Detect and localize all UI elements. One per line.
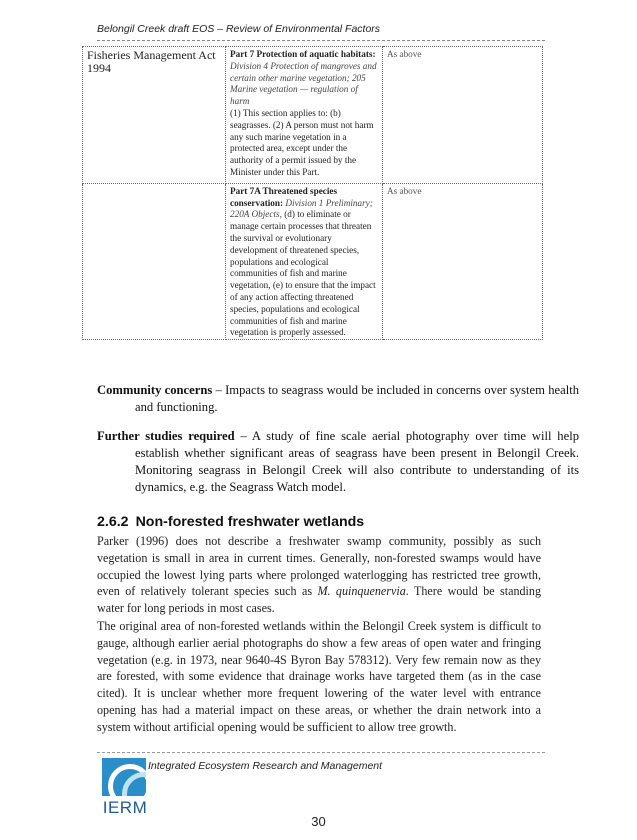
act-cell [83, 183, 226, 339]
provision-reference: Division 4 Protection of mangroves and certain other marine vegetation; 205 Marine vegetation — regulation of harm [230, 60, 377, 107]
page-header-title: Belongil Creek draft EOS – Review of Environmental Factors [97, 23, 381, 35]
para1-text-start: Parker (1996) does not describe a freshwater swamp community, possibly as such vegetation is small in area in current times. Generally, non-forested swamps would have occupied the lowest lying parts where prolonged waterlogging has restricted tree growth, even of relatively tolerant species such as [97, 534, 541, 599]
provision-heading: Part 7A Threatened species conservation: [230, 185, 338, 208]
act-cell: Fisheries Management Act 1994 [83, 47, 226, 184]
section-title: Non-forested freshwater wetlands [135, 514, 365, 530]
provision-text: (d) to eliminate or manage certain processes that threaten the survival or evolutionary development of threatened species, populations and ecological communities of fish and marine vegetation, (e) to ensure that the impact of any action affecting threatened species, populations and ecological communities of fish and marine vegetation is properly assessed. [230, 209, 376, 338]
footer-divider [97, 752, 545, 753]
para1-text-end: . There would be standing water for long periods in most cases. [97, 584, 542, 616]
legislation-table [82, 46, 543, 340]
provision-heading: Part 7 Protection of aquatic habitats: [230, 49, 376, 59]
page-number: 30 [311, 814, 326, 829]
header-divider [97, 40, 545, 41]
logo-text: IERM [102, 798, 148, 817]
species-name: M. quinquenervia [317, 584, 406, 599]
table-row [83, 47, 543, 184]
section-number: 2.6.2 [97, 514, 129, 530]
comment-cell: As above [383, 183, 543, 339]
section-heading [97, 514, 364, 530]
community-concerns-label: Community concerns [97, 383, 213, 397]
further-studies-text: – A study of fine scale aerial photography over time will help establish whether significant areas of seagrass have been present in Belongil Creek. Monitoring seagrass in Belongil Creek will also contribute to understanding of its dynamics, e.g. the Seagrass Watch model. [135, 429, 579, 494]
community-concerns-paragraph [97, 382, 579, 416]
body-paragraph-1 [97, 533, 541, 617]
provision-reference: Division 1 Preliminary; 220A Objects, [230, 197, 373, 220]
community-concerns-text: – Impacts to seagrass would be included in concerns over system health and functioning. [135, 383, 579, 414]
table-row [83, 183, 543, 339]
provision-cell [226, 47, 383, 184]
further-studies-paragraph [97, 428, 579, 496]
body-paragraph-2: The original area of non-forested wetlands within the Belongil Creek system is difficult to gauge, although earlier aerial photographs do show a few areas of open water and fringing vegetation (e.g. in 1973, near 9640-4S Byron Bay 578312). Very few remain now as they are forested, with some evidence that drainage works have targeted them (as in the case cited). It is unclear whether more frequent lowering of the water level with entrance opening has had a material impact on these areas, or whether the drain network into a system without artificial opening would be sufficient to allow tree growth. [97, 619, 541, 734]
provision-cell [226, 183, 383, 339]
footer-org-name: Integrated Ecosystem Research and Management [148, 760, 383, 772]
further-studies-label: Further studies required [97, 429, 235, 443]
provision-text: (1) This section applies to: (b) seagrasses. (2) A person must not harm any such marine vegetation in a protected area, except under the authority of a permit issued by the Minister under this Part. [230, 107, 374, 177]
ierm-logo [98, 758, 152, 820]
logo-wave-icon [102, 758, 146, 796]
comment-cell: As above [383, 47, 543, 184]
